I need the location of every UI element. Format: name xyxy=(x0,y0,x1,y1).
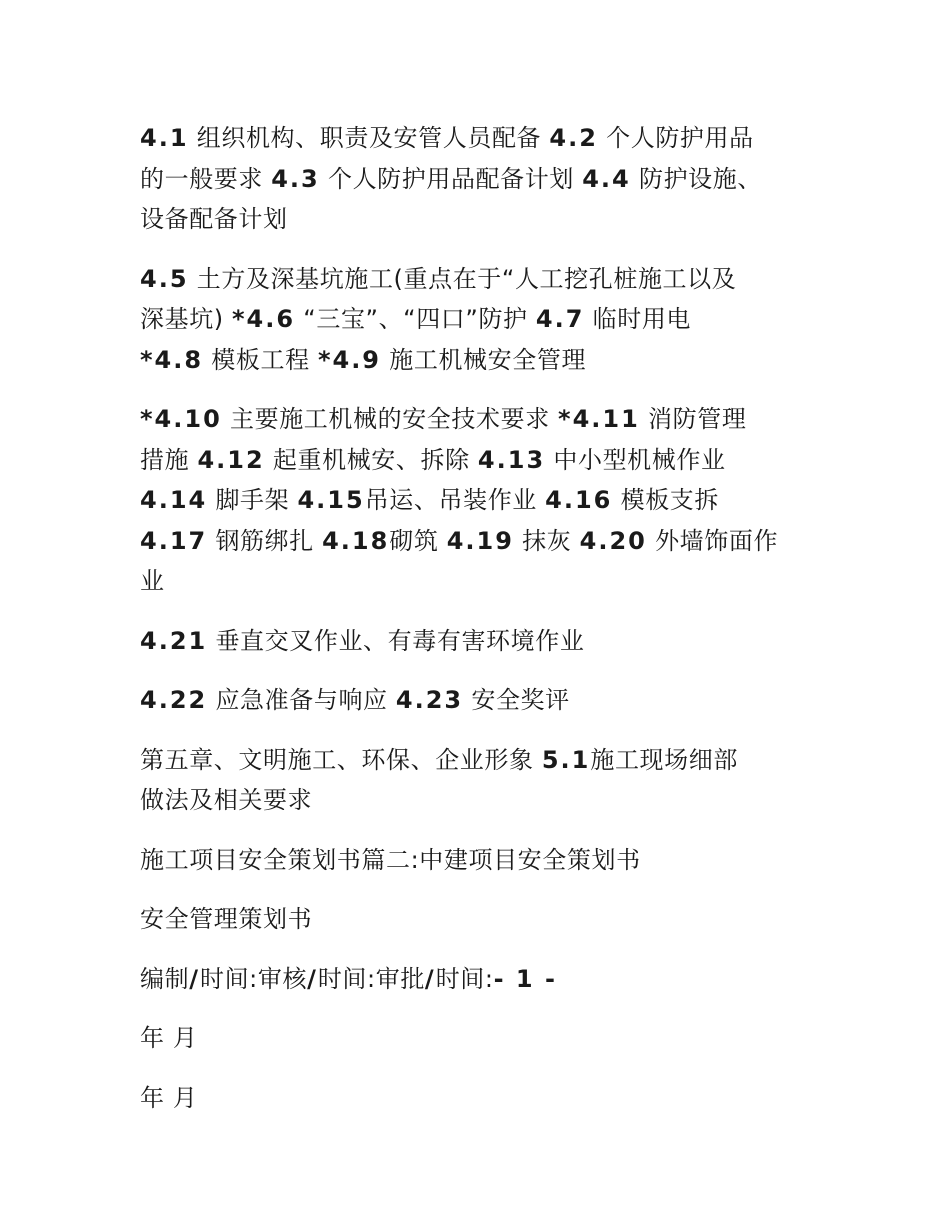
section-number: 4.13 xyxy=(477,445,546,474)
text-segment: 临时用电 xyxy=(584,305,692,333)
text-line xyxy=(140,1018,816,1059)
paragraph xyxy=(140,399,816,602)
paragraph xyxy=(140,899,816,940)
section-number: / xyxy=(189,964,200,993)
text-segment: 施工现场细部 xyxy=(590,745,738,774)
text-line xyxy=(140,1078,816,1119)
text-segment: 深基坑) xyxy=(140,305,232,333)
document-body xyxy=(140,118,816,1137)
text-line xyxy=(140,780,816,821)
text-line xyxy=(140,199,816,240)
text-segment: 措施 xyxy=(140,445,198,474)
text-line xyxy=(140,899,816,940)
text-line xyxy=(140,521,816,562)
text-segment: 起重机械安、拆除 xyxy=(264,445,478,474)
text-segment: 模板支拆 xyxy=(612,486,719,514)
paragraph xyxy=(140,621,816,662)
text-segment: 脚手架 xyxy=(207,486,298,514)
text-segment: 施工机械安全管理 xyxy=(381,345,587,374)
text-line xyxy=(140,399,816,440)
text-segment: 时间:审核 xyxy=(199,964,308,993)
text-segment: 年 月 xyxy=(140,1024,198,1052)
section-number: - 1 - xyxy=(493,964,557,993)
text-segment: 设备配备计划 xyxy=(140,205,288,233)
paragraph xyxy=(140,680,816,721)
text-segment: 模板工程 xyxy=(203,345,318,374)
text-line xyxy=(140,840,816,881)
text-segment: 做法及相关要求 xyxy=(140,786,313,814)
paragraph xyxy=(140,740,816,821)
text-line xyxy=(140,959,816,1000)
text-segment: 的一般要求 xyxy=(140,164,272,193)
section-number: *4.6 xyxy=(232,305,296,333)
section-number: 4.18 xyxy=(322,526,390,555)
text-line xyxy=(140,159,816,200)
text-segment: 主要施工机械的安全技术要求 xyxy=(221,405,559,433)
text-segment: 编制 xyxy=(140,964,190,993)
section-number: 4.1 xyxy=(140,124,189,152)
text-segment: 防护设施、 xyxy=(630,164,762,193)
text-line xyxy=(140,480,816,521)
text-segment: 钢筋绑扎 xyxy=(207,526,323,555)
paragraph xyxy=(140,118,816,240)
section-number: / xyxy=(307,964,318,993)
text-line xyxy=(140,621,816,662)
text-line xyxy=(140,299,816,340)
section-number: / xyxy=(424,964,436,993)
text-line xyxy=(140,118,816,159)
section-number: 4.16 xyxy=(545,486,613,514)
text-segment: 个人防护用品 xyxy=(597,124,754,152)
section-number: 4.12 xyxy=(197,445,265,474)
text-segment: 年 月 xyxy=(140,1083,198,1112)
section-number: 4.17 xyxy=(140,526,208,555)
text-segment: 个人防护用品配备计划 xyxy=(319,164,583,193)
text-segment: 应急准备与响应 xyxy=(207,686,396,714)
text-segment: 土方及深基坑施工(重点在于“人工挖孔桩施工以及 xyxy=(188,264,737,293)
text-segment: 抹灰 xyxy=(513,526,580,555)
paragraph xyxy=(140,1078,816,1119)
section-number: 4.4 xyxy=(582,164,631,193)
text-line xyxy=(140,740,816,781)
text-segment: 消防管理 xyxy=(639,405,747,433)
section-number: 4.22 xyxy=(140,686,208,714)
section-number: 4.23 xyxy=(395,686,464,714)
paragraph xyxy=(140,1018,816,1059)
paragraph xyxy=(140,840,816,881)
section-number: 4.14 xyxy=(140,486,208,514)
text-segment: 吊运、吊装作业 xyxy=(364,486,546,514)
text-segment: 时间: xyxy=(435,964,494,993)
section-number: 4.15 xyxy=(297,486,365,514)
section-number: *4.11 xyxy=(558,405,640,433)
text-line xyxy=(140,259,816,300)
section-number: *4.9 xyxy=(317,345,382,374)
text-segment: 施工项目安全策划书篇二:中建项目安全策划书 xyxy=(140,845,641,874)
section-number: *4.8 xyxy=(140,345,204,374)
text-segment: 安全管理策划书 xyxy=(140,905,313,933)
text-segment: 安全奖评 xyxy=(463,686,570,714)
text-segment: 垂直交叉作业、有毒有害环境作业 xyxy=(207,626,585,655)
text-segment: 第五章、文明施工、环保、企业形象 xyxy=(140,745,542,774)
text-segment: “三宝”、“四口”防护 xyxy=(295,305,536,333)
section-number: 4.3 xyxy=(271,164,320,193)
paragraph xyxy=(140,959,816,1000)
text-line xyxy=(140,440,816,481)
text-line xyxy=(140,561,816,602)
section-number: 4.7 xyxy=(535,305,585,333)
text-line xyxy=(140,340,816,381)
section-number: *4.10 xyxy=(140,405,222,433)
section-number: 4.5 xyxy=(140,264,189,293)
text-segment: 外墙饰面作 xyxy=(646,526,779,555)
text-line xyxy=(140,680,816,721)
text-segment: 业 xyxy=(140,567,165,595)
text-segment: 组织机构、职责及安管人员配备 xyxy=(188,124,550,152)
section-number: 4.19 xyxy=(446,526,514,555)
text-segment: 中小型机械作业 xyxy=(545,445,726,474)
section-number: 4.20 xyxy=(579,526,647,555)
text-segment: 时间:审批 xyxy=(317,964,425,993)
paragraph xyxy=(140,259,816,381)
text-segment: 砌筑 xyxy=(389,526,447,555)
section-number: 4.21 xyxy=(140,626,208,655)
section-number: 5.1 xyxy=(541,745,591,774)
section-number: 4.2 xyxy=(549,124,598,152)
